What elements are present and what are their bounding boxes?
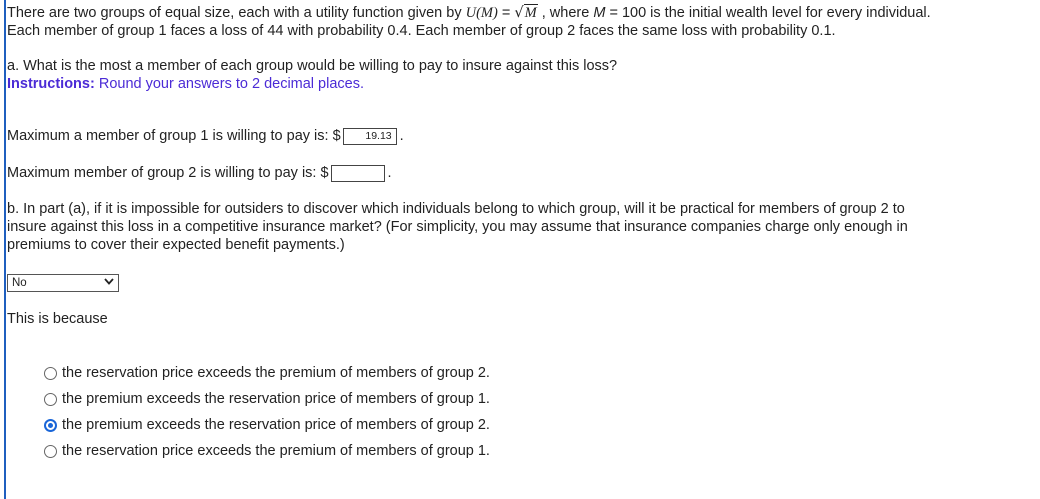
sqrt-expression [514, 4, 537, 21]
utility-function: U(M) [465, 5, 498, 21]
group1-answer-input[interactable]: 19.13 [343, 128, 397, 145]
reason-option-4[interactable] [44, 438, 1022, 464]
group1-label: Maximum a member of group 1 is willing to pay is: $ [7, 128, 341, 144]
option-label: the premium exceeds the reservation price of members of group 1. [62, 391, 490, 407]
problem-intro [7, 4, 967, 40]
option-label: the reservation price exceeds the premium of members of group 2. [62, 365, 490, 381]
radio-button-icon[interactable] [44, 367, 57, 380]
option-label: the premium exceeds the reservation price of members of group 2. [62, 417, 490, 433]
radio-button-icon[interactable] [44, 445, 57, 458]
sqrt-sign: √ [514, 5, 524, 21]
sqrt-variable: M [524, 5, 537, 21]
reason-options [44, 360, 1022, 464]
instructions-label: Instructions: [7, 76, 95, 92]
left-accent-rule [4, 0, 6, 499]
group2-answer-row [7, 162, 1022, 184]
wealth-variable: M [593, 5, 606, 21]
group2-answer-input[interactable] [331, 165, 385, 182]
part-a-question: a. What is the most a member of each group would be willing to pay to insure against this loss? [7, 58, 618, 74]
intro-text-b: , where [537, 5, 594, 21]
reason-option-3[interactable] [44, 412, 1022, 438]
radio-button-icon[interactable] [44, 393, 57, 406]
chevron-down-icon [104, 278, 114, 288]
group1-answer-row [7, 125, 1022, 147]
intro-text-a: There are two groups of equal size, each with a utility function given by [7, 5, 466, 21]
equals-sign: = [497, 5, 515, 21]
radio-button-icon[interactable] [44, 419, 57, 432]
select-value: No [12, 277, 27, 289]
part-b-question: b. In part (a), if it is impossible for outsiders to discover which individuals belong to which group, will it be practical for members of group 2 to insure against this loss in a competitive insurance market? (For simplicity, you may assume that insurance companies charge only enough in premiums to cover their expected benefit payments.) [7, 201, 908, 253]
group2-period: . [387, 165, 392, 181]
instructions [7, 75, 1022, 93]
intro-text-c: = 100 is the initial wealth level for every individual. Each member of group 1 faces a loss of 44 with probability 0.4. Each member of group 2 faces the same loss with probability 0.1. [7, 5, 931, 39]
because-label: This is because [7, 311, 108, 327]
reason-option-1[interactable] [44, 360, 1022, 386]
instructions-text: Round your answers to 2 decimal places. [94, 76, 365, 92]
group2-label: Maximum member of group 2 is willing to pay is: $ [7, 165, 329, 181]
reason-option-2[interactable] [44, 386, 1022, 412]
group1-period: . [399, 128, 404, 144]
question-content [7, 4, 1022, 464]
practical-select[interactable] [7, 274, 119, 292]
option-label: the reservation price exceeds the premium of members of group 1. [62, 443, 490, 459]
